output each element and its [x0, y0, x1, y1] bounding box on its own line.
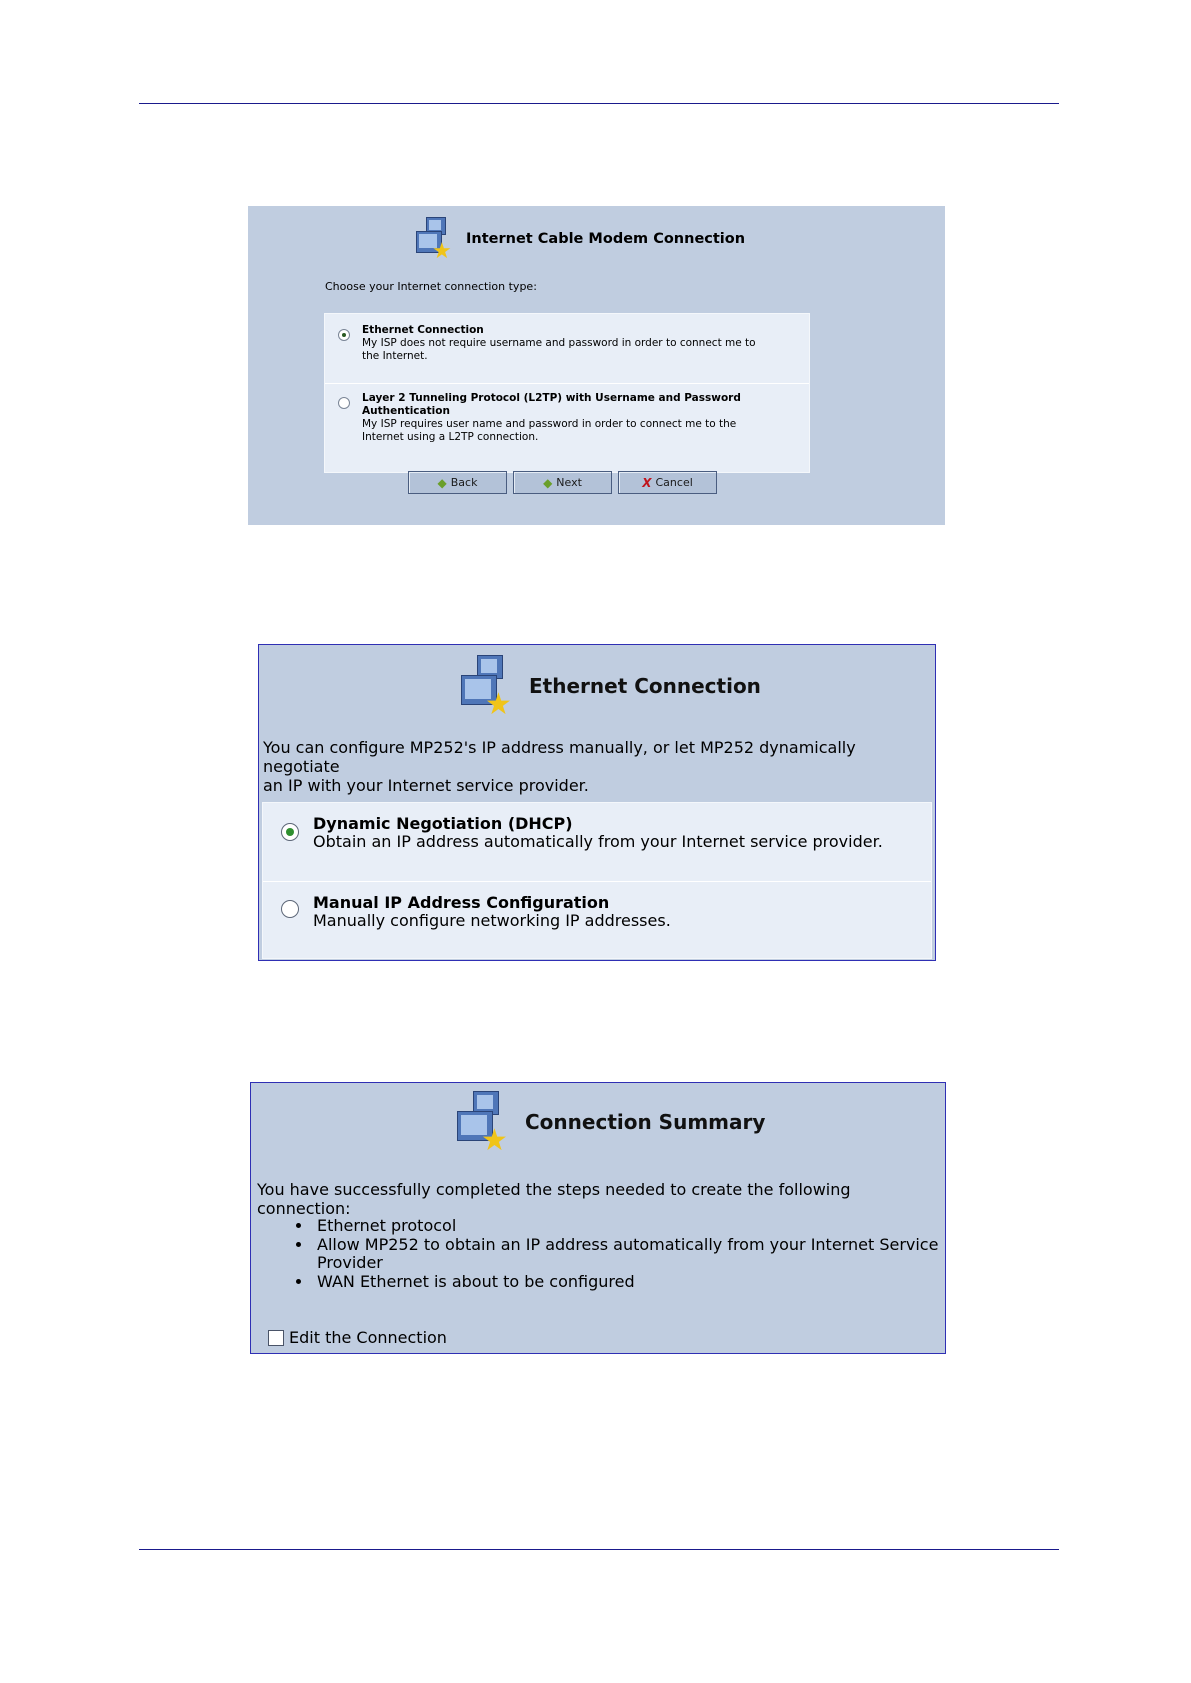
back-arrow-icon: ◆	[437, 475, 447, 490]
summary-item-text: Ethernet protocol	[317, 1216, 457, 1235]
panel-header	[455, 651, 761, 721]
option-label: Authentication	[362, 405, 450, 417]
summary-item-text: Allow MP252 to obtain an IP address automatically from your Internet Service	[317, 1234, 939, 1254]
next-button-label: Next	[556, 476, 582, 489]
manual-ip-radio[interactable]	[281, 900, 299, 918]
connection-summary-panel	[250, 1082, 946, 1354]
network-wizard-icon: ★	[451, 1089, 513, 1155]
option-description: Manually configure networking IP addresses.	[313, 911, 671, 930]
option-description: My ISP does not require username and password in order to connect me to	[362, 337, 756, 349]
option-dynamic-negotiation[interactable]	[263, 803, 931, 881]
dhcp-radio[interactable]	[281, 823, 299, 841]
header-rule	[139, 103, 1059, 104]
summary-item	[313, 1273, 943, 1292]
connection-type-prompt: Choose your Internet connection type:	[325, 280, 537, 293]
option-label: Dynamic Negotiation (DHCP)	[313, 814, 573, 833]
network-wizard-icon: ★	[455, 653, 517, 719]
footer-rule	[139, 1549, 1059, 1550]
panel-header	[412, 214, 745, 264]
ip-configuration-options	[262, 802, 932, 959]
summary-item	[313, 1217, 943, 1236]
summary-item-text: Provider	[317, 1253, 383, 1272]
page-title: Internet Cable Modem Connection	[466, 231, 746, 247]
option-description: Internet using a L2TP connection.	[362, 431, 539, 443]
l2tp-connection-radio[interactable]	[338, 397, 350, 409]
option-l2tp-connection[interactable]	[325, 383, 809, 473]
ethernet-connection-panel	[258, 644, 936, 961]
edit-connection-label[interactable]: Edit the Connection	[289, 1328, 447, 1347]
ethernet-connection-radio[interactable]	[338, 329, 350, 341]
cable-modem-connection-panel	[248, 206, 945, 525]
connection-type-options	[324, 313, 810, 473]
option-label: Layer 2 Tunneling Protocol (L2TP) with Username and Password	[362, 392, 741, 404]
cancel-button-label: Cancel	[655, 476, 693, 489]
cancel-x-icon: X	[642, 475, 652, 490]
panel-intro	[263, 738, 933, 795]
panel-intro	[257, 1180, 937, 1218]
panel-header	[451, 1087, 765, 1157]
option-label: Ethernet Connection	[362, 324, 484, 336]
next-arrow-icon: ◆	[543, 475, 553, 490]
next-button[interactable]	[513, 471, 612, 494]
summary-item-text: WAN Ethernet is about to be configured	[317, 1271, 635, 1291]
intro-line: You can configure MP252's IP address manually, or let MP252 dynamically negotiate	[263, 738, 856, 776]
page-title: Ethernet Connection	[529, 674, 761, 698]
back-button-label: Back	[450, 476, 478, 489]
wizard-buttons	[408, 471, 717, 494]
option-manual-ip[interactable]	[263, 881, 931, 959]
page-title: Connection Summary	[525, 1110, 766, 1134]
edit-connection-checkbox[interactable]	[268, 1330, 284, 1346]
network-wizard-icon: ★	[412, 215, 456, 263]
edit-connection-row[interactable]	[268, 1328, 447, 1347]
cancel-button[interactable]	[618, 471, 717, 494]
option-description: My ISP requires user name and password in order to connect me to the	[362, 418, 737, 430]
back-button[interactable]	[408, 471, 507, 494]
intro-line: an IP with your Internet service provider.	[263, 776, 589, 795]
summary-item	[313, 1236, 943, 1273]
summary-list	[283, 1217, 943, 1291]
option-description: Obtain an IP address automatically from your Internet service provider.	[313, 832, 883, 851]
option-description: the Internet.	[362, 350, 428, 362]
option-label: Manual IP Address Configuration	[313, 893, 610, 912]
intro-line: connection:	[257, 1199, 351, 1218]
intro-line: You have successfully completed the steps needed to create the following	[257, 1180, 851, 1199]
option-ethernet-connection[interactable]	[325, 314, 809, 382]
